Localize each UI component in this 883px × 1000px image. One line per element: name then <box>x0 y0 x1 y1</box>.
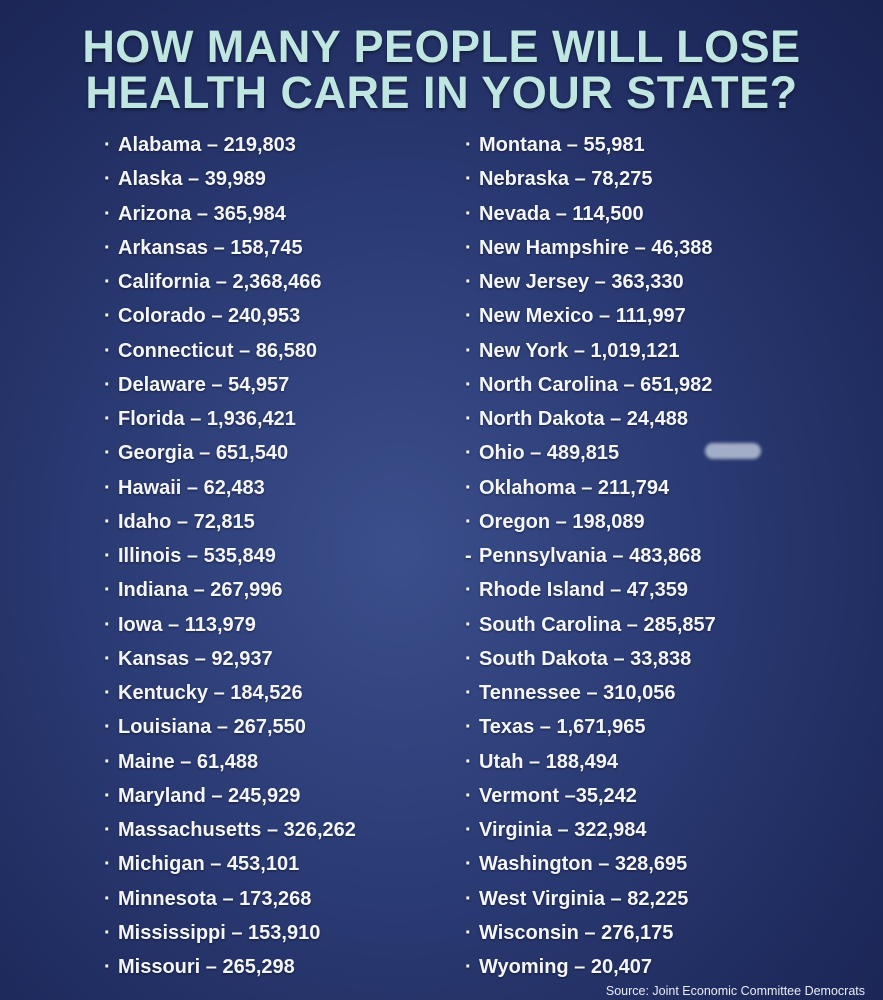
state-list-item <box>104 608 356 642</box>
bullet-marker: · <box>465 373 472 396</box>
bullet-marker: · <box>104 408 111 430</box>
state-list-item <box>465 573 716 607</box>
state-list-item <box>465 128 716 162</box>
state-list-item <box>104 847 356 881</box>
state-list-item <box>465 231 716 265</box>
state-entry-text: Montana – 55,981 <box>479 134 645 156</box>
state-list-item <box>104 505 356 539</box>
state-list-item <box>104 813 356 847</box>
left-state-list <box>104 128 356 984</box>
state-list-item <box>104 950 356 984</box>
state-list-item <box>465 950 716 984</box>
state-entry-text: Delaware – 54,957 <box>118 373 290 396</box>
state-entry-text: South Carolina – 285,857 <box>479 613 716 636</box>
state-list-item <box>104 745 356 779</box>
state-entry-text: New Jersey – 363,330 <box>479 271 684 293</box>
state-list-item <box>465 471 716 505</box>
state-list-item <box>465 779 716 813</box>
state-list-item <box>465 676 716 710</box>
bullet-marker: · <box>104 510 111 533</box>
state-entry-text: New Mexico – 111,997 <box>479 305 686 328</box>
state-list-item <box>104 436 356 470</box>
bullet-marker: · <box>104 784 111 807</box>
bullet-marker: · <box>465 134 472 156</box>
bullet-marker: · <box>465 408 472 430</box>
bullet-marker: · <box>465 613 472 636</box>
bullet-marker: · <box>465 442 472 465</box>
bullet-marker: · <box>104 579 111 602</box>
bullet-marker: · <box>465 921 472 944</box>
state-list-item <box>465 745 716 779</box>
state-entry-text: Texas – 1,671,965 <box>479 716 646 739</box>
bullet-marker: · <box>465 305 472 328</box>
state-entry-text: California – 2,368,466 <box>118 271 322 293</box>
state-entry-text: Maryland – 245,929 <box>118 784 301 807</box>
bullet-marker: · <box>104 921 111 944</box>
state-entry-text: Virginia – 322,984 <box>479 819 647 841</box>
state-entry-text: Colorado – 240,953 <box>118 305 301 328</box>
state-list-item <box>104 573 356 607</box>
state-entry-text: Ohio – 489,815 <box>479 442 620 465</box>
state-entry-text: Tennessee – 310,056 <box>479 682 676 704</box>
state-entry-text: Oregon – 198,089 <box>479 510 645 533</box>
page-title <box>0 21 883 118</box>
state-list-item <box>104 642 356 676</box>
state-entry-text: Massachusetts – 326,262 <box>118 819 356 841</box>
state-entry-text: New Hampshire – 46,388 <box>479 236 713 259</box>
state-list-item <box>465 642 716 676</box>
state-entry-text: Minnesota – 173,268 <box>118 887 312 910</box>
bullet-marker: · <box>104 853 111 876</box>
state-list-item <box>465 608 716 642</box>
state-entry-text: New York – 1,019,121 <box>479 339 680 362</box>
state-list-item <box>465 916 716 950</box>
state-list-item <box>104 265 356 299</box>
state-entry-text: Florida – 1,936,421 <box>118 408 296 430</box>
state-entry-text: Utah – 188,494 <box>479 750 618 773</box>
bullet-marker: · <box>465 168 472 191</box>
state-entry-text: Illinois – 535,849 <box>118 545 276 567</box>
state-entry-text: Wisconsin – 276,175 <box>479 921 674 944</box>
state-list-item <box>465 505 716 539</box>
state-entry-text: Missouri – 265,298 <box>118 956 295 978</box>
title-line-2: HEALTH CARE IN YOUR STATE? <box>85 67 798 118</box>
state-list-item <box>465 334 716 368</box>
state-entry-text: Alabama – 219,803 <box>118 134 296 156</box>
state-list-item <box>104 197 356 231</box>
bullet-marker: · <box>465 339 472 362</box>
bullet-marker: · <box>104 271 111 293</box>
state-list-item <box>104 402 356 436</box>
state-list-item <box>465 299 716 333</box>
state-list-item <box>465 710 716 744</box>
bullet-marker: · <box>104 887 111 910</box>
state-entry-text: Kentucky – 184,526 <box>118 682 303 704</box>
state-list-item <box>465 368 716 402</box>
bullet-marker: · <box>104 373 111 396</box>
bullet-marker: · <box>104 202 111 225</box>
state-entry-text: Nevada – 114,500 <box>479 202 644 225</box>
state-entry-text: Maine – 61,488 <box>118 750 259 773</box>
state-entry-text: Arkansas – 158,745 <box>118 236 303 259</box>
bullet-marker: - <box>465 545 472 567</box>
state-entry-text: Wyoming – 20,407 <box>479 956 653 978</box>
bullet-marker: · <box>465 476 472 499</box>
state-list-item <box>104 676 356 710</box>
bullet-marker: · <box>104 682 111 704</box>
state-list-item <box>465 539 716 573</box>
bullet-marker: · <box>104 716 111 739</box>
state-list-item <box>104 128 356 162</box>
bullet-marker: · <box>104 545 111 567</box>
state-list-item <box>465 813 716 847</box>
state-list-item <box>104 779 356 813</box>
bullet-marker: · <box>465 716 472 739</box>
state-entry-text: North Carolina – 651,982 <box>479 373 713 396</box>
state-entry-text: South Dakota – 33,838 <box>479 647 692 670</box>
state-list-item <box>104 368 356 402</box>
bullet-marker: · <box>465 853 472 876</box>
state-list-item <box>465 197 716 231</box>
state-list-item <box>465 265 716 299</box>
bullet-marker: · <box>465 750 472 773</box>
bullet-marker: · <box>465 647 472 670</box>
bullet-marker: · <box>465 510 472 533</box>
state-list-item <box>104 162 356 196</box>
bullet-marker: · <box>465 819 472 841</box>
state-list-item <box>104 471 356 505</box>
bullet-marker: · <box>104 339 111 362</box>
state-entry-text: Mississippi – 153,910 <box>118 921 321 944</box>
state-entry-text: Arizona – 365,984 <box>118 202 286 225</box>
state-list-item <box>465 436 716 470</box>
bullet-marker: · <box>104 956 111 978</box>
state-entry-text: Alaska – 39,989 <box>118 168 266 191</box>
state-list-item <box>104 299 356 333</box>
state-entry-text: Louisiana – 267,550 <box>118 716 306 739</box>
bullet-marker: · <box>465 271 472 293</box>
state-list-item <box>465 162 716 196</box>
state-entry-text: Georgia – 651,540 <box>118 442 289 465</box>
bullet-marker: · <box>104 613 111 636</box>
state-list-item <box>465 402 716 436</box>
bullet-marker: · <box>465 956 472 978</box>
bullet-marker: · <box>104 819 111 841</box>
state-entry-text: Kansas – 92,937 <box>118 647 273 670</box>
state-entry-text: Washington – 328,695 <box>479 853 688 876</box>
state-entry-text: Indiana – 267,996 <box>118 579 283 602</box>
state-list-item <box>465 882 716 916</box>
bullet-marker: · <box>104 647 111 670</box>
bullet-marker: · <box>465 236 472 259</box>
state-entry-text: Iowa – 113,979 <box>118 613 256 636</box>
bullet-marker: · <box>465 202 472 225</box>
bullet-marker: · <box>104 134 111 156</box>
state-list-item <box>104 334 356 368</box>
state-list-item <box>104 710 356 744</box>
bullet-marker: · <box>104 442 111 465</box>
state-list-item <box>104 916 356 950</box>
title-line-1: HOW MANY PEOPLE WILL LOSE <box>82 21 801 72</box>
state-entry-text: Hawaii – 62,483 <box>118 476 265 499</box>
state-list-item <box>104 882 356 916</box>
state-entry-text: Connecticut – 86,580 <box>118 339 317 362</box>
bullet-marker: · <box>465 887 472 910</box>
bullet-marker: · <box>104 750 111 773</box>
state-entry-text: Rhode Island – 47,359 <box>479 579 688 602</box>
state-entry-text: Idaho – 72,815 <box>118 510 255 533</box>
state-entry-text: West Virginia – 82,225 <box>479 887 689 910</box>
bullet-marker: · <box>104 305 111 328</box>
state-entry-text: Pennsylvania – 483,868 <box>479 545 702 567</box>
bullet-marker: · <box>465 682 472 704</box>
bullet-marker: · <box>104 236 111 259</box>
state-entry-text: Vermont –35,242 <box>479 784 637 807</box>
source-credit: Source: Joint Economic Committee Democrats <box>605 984 865 998</box>
state-list-item <box>104 539 356 573</box>
right-state-list <box>465 128 716 984</box>
bullet-marker: · <box>465 579 472 602</box>
bullet-marker: · <box>104 168 111 191</box>
bullet-marker: · <box>465 784 472 807</box>
state-entry-text: Oklahoma – 211,794 <box>479 476 670 499</box>
state-entry-text: Nebraska – 78,275 <box>479 168 653 191</box>
state-entry-text: Michigan – 453,101 <box>118 853 300 876</box>
blurred-smudge <box>705 443 761 459</box>
state-list-item <box>104 231 356 265</box>
bullet-marker: · <box>104 476 111 499</box>
state-list-item <box>465 847 716 881</box>
state-entry-text: North Dakota – 24,488 <box>479 408 688 430</box>
